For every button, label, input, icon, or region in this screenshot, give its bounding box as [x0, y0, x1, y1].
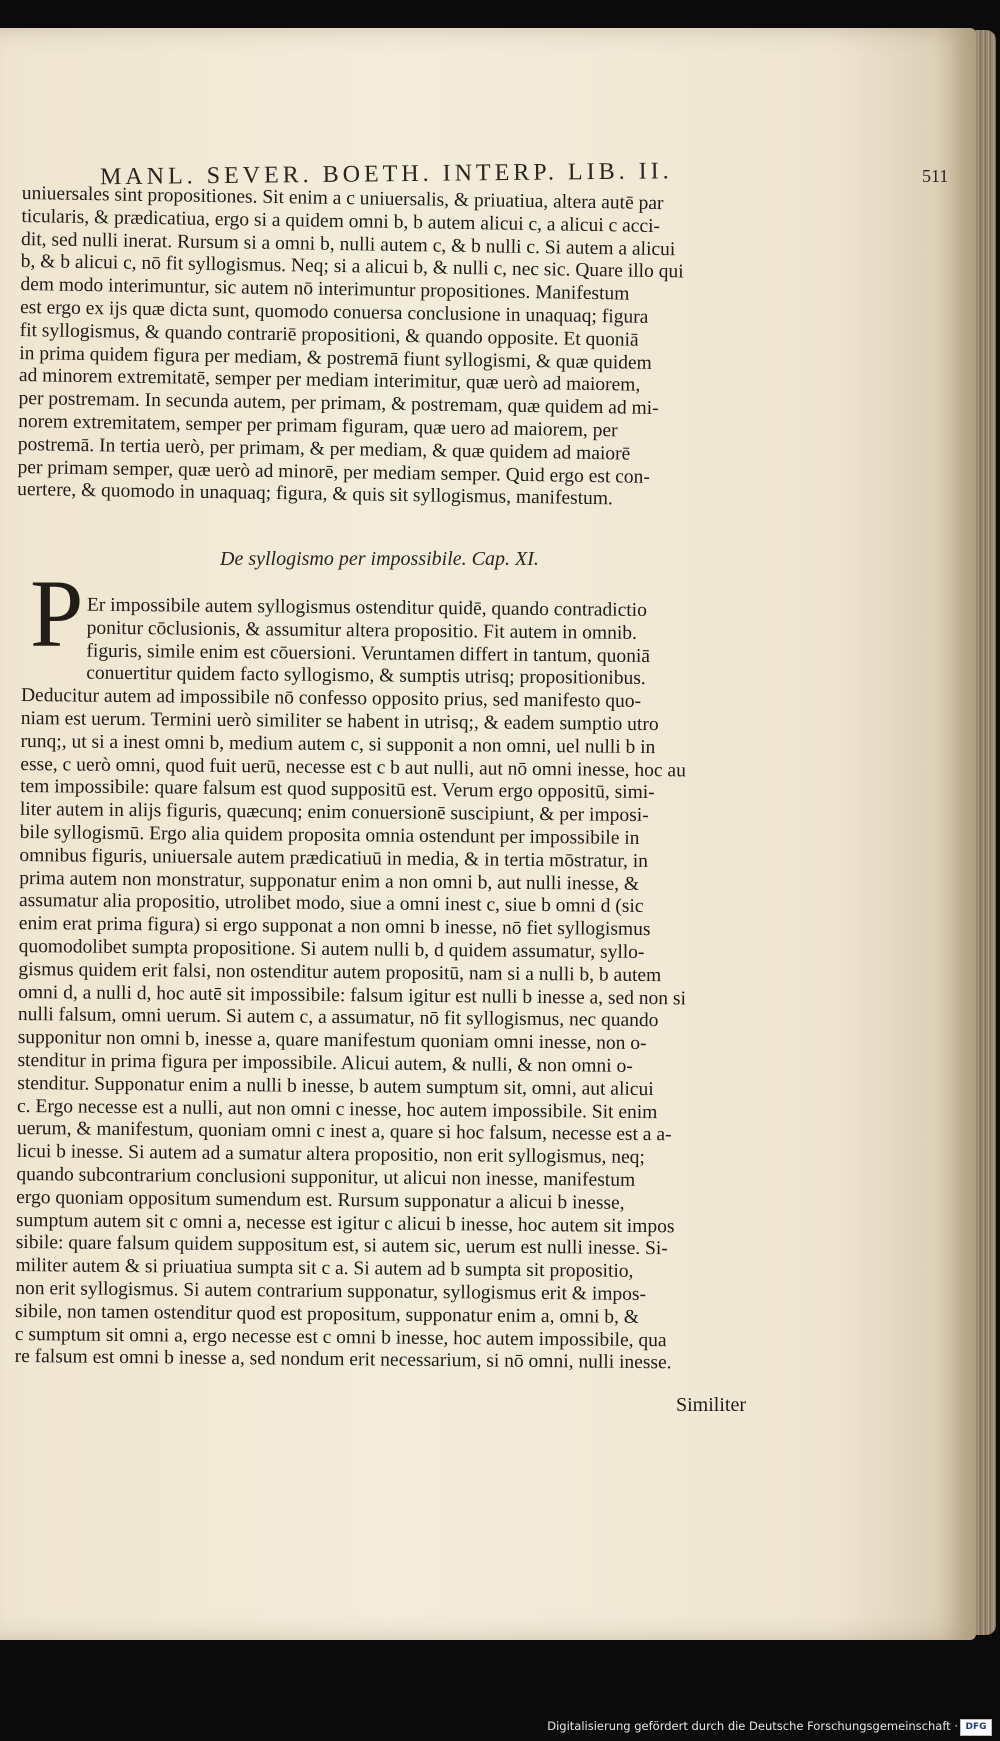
text-line: ponitur cōclusionis, & assumitur altera propositio. Fit autem in omnib. [86, 617, 638, 644]
text-line: non erit syllogismus. Si autem contrarium supponatur, syllogismus erit & impos- [15, 1277, 647, 1305]
text-line: liter autem in alijs figuris, quæcunq; enim conuersionē suscipiunt, & per imposi- [19, 799, 649, 827]
text-line: bile syllogismū. Ergo alia quidem proposita omnia ostendunt per impossibile in [19, 821, 640, 849]
text-block-chapter [15, 594, 950, 1378]
text-line: sumptum autem sit c omni a, necesse est igitur c alicui b inesse, hoc autem sit impos [15, 1209, 675, 1237]
text-line: ticularis, & prædicatiua, ergo si a quidem omni b, b autem alicui c, a alicui c acci- [21, 205, 661, 237]
text-line: enim erat prima figura) si ergo supponat a non omni b inesse, nō fiet syllogismus [18, 913, 651, 941]
text-line: stenditur in prima figura per impossibile. Alicui autem, & nulli, & non omni o- [17, 1049, 633, 1077]
text-line: militer autem & si priuatiua sumpta sit c a. Si autem ad b sumpta sit propositio, [15, 1255, 634, 1283]
digitization-footer [0, 1716, 1000, 1738]
text-line: prima autem non monstratur, supponatur enim a non omni b, aut nulli inesse, & [19, 867, 640, 895]
text-line: dem modo interimuntur, sic autem nō interimuntur propositiones. Manifestum [20, 274, 630, 305]
text-line: gismus quidem erit falsi, non ostenditur autem propositū, nam si a nulli b, b autem [18, 958, 662, 986]
text-line: quomodolibet sumpta propositione. Si autem nulli b, d quidem assumatur, syllo- [18, 935, 645, 963]
text-line: supponitur non omni b, inesse a, quare manifestum quoniam omni inesse, non o- [17, 1027, 647, 1055]
text-line: omni d, a nulli d, hoc autē sit impossibile: falsum igitur est nulli b inesse a, sed non si [18, 981, 687, 1009]
text-line: niam est uerum. Termini uerò similiter se habent in utrisq;, & eadem sumptio utro [20, 707, 659, 736]
text-line: tem impossibile: quare falsum est quod suppositū est. Verum ergo oppositū, simi- [20, 776, 655, 804]
text-line: per postremam. In secunda autem, per primam, & postremam, quæ quidem ad mi- [18, 388, 659, 420]
text-line: ergo quoniam oppositum sumendum est. Rursum supponatur a alicui b inesse, [16, 1186, 625, 1214]
text-line: per primam semper, quæ uerò ad minorē, per mediam semper. Quid ergo est con- [17, 456, 651, 488]
page-number: 511 [922, 166, 949, 186]
text-line: uerum, & manifestum, quoniam omni c inest a, quare si hoc falsum, necesse est a a- [16, 1118, 672, 1146]
text-line: b, & b alicui c, nō fit syllogismus. Neq; si a alicui b, & nulli c, nec sic. Quare illo qui [20, 251, 684, 283]
text-line: sibile, non tamen ostenditur quod est propositum, supponatur enim a, omni b, & [15, 1300, 640, 1328]
text-line: sibile: quare falsum quidem suppositum est, si autem sic, uerum est nulli inesse. Si- [15, 1232, 668, 1260]
chapter-heading: De syllogismo per impossibile. Cap. XI. [220, 548, 539, 570]
text-line: c. Ergo necesse est a nulli, aut non omni c inesse, hoc autem impossibile. Sit enim [16, 1095, 658, 1123]
text-line: Deducitur autem ad impossibile nō confesso opposito prius, sed manifesto quo- [20, 685, 642, 713]
running-head: MANL. SEVER. BOETH. INTERP. LIB. II. [99, 158, 673, 191]
text-line: uniuersales sint propositiones. Sit enim a c uniuersalis, & priuatiua, altera autē par [21, 183, 664, 215]
footer-credit: Digitalisierung gefördert durch die Deutsche Forschungsgemeinschaft · [547, 1719, 958, 1733]
text-line: assumatur alia propositio, utrolibet modo, siue a omni inest c, siue b omni d (sic [18, 890, 644, 918]
text-line: fit syllogismus, & quando contrariē propositioni, & quando opposite. Et quoniā [19, 319, 639, 351]
text-block-continuation [17, 183, 942, 517]
text-line: figuris, simile enim est cōuersioni. Veruntamen differt in tantum, quoniā [86, 640, 651, 667]
text-line: omnibus figuris, uniuersale autem prædicatiuū in media, & in tertia mōstratur, in [19, 844, 649, 872]
text-line: postremā. In tertia uerò, per primam, & per mediam, & quæ quidem ad maiorē [17, 433, 631, 465]
text-line: Er impossibile autem syllogismus ostenditur quidē, quando contradictio [86, 594, 647, 621]
decorated-initial: P [30, 560, 84, 667]
text-line: conuertitur quidem facto syllogismo, & sumptis utrisq; propositionibus. [86, 663, 646, 690]
text-line: in prima quidem figura per mediam, & postremā fiunt syllogismi, & quæ quidem [19, 342, 652, 374]
text-line: esse, c uerò omni, quod fuit uerū, necesse est c b aut nulli, aut nō omni inesse, hoc au [20, 753, 686, 781]
text-line: uertere, & quomodo in unaquaq; figura, & quis sit syllogismus, manifestum. [17, 479, 614, 510]
dfg-logo-icon[interactable]: DFG [960, 1719, 992, 1736]
text-line: dit, sed nulli inerat. Rursum si a omni b, nulli autem c, & b nulli c. Si autem a alicui [20, 228, 676, 260]
catchword: Similiter [676, 1394, 746, 1416]
text-line: licui b inesse. Si autem ad a sumatur altera propositio, non erit syllogismus, neq; [16, 1141, 645, 1169]
text-line: quando subcontrarium conclusioni supponitur, ut alicui non inesse, manifestum [16, 1163, 636, 1191]
text-line: nulli falsum, omni uerum. Si autem c, a assumatur, nō fit syllogismus, nec quando [17, 1004, 659, 1032]
text-line: ad minorem extremitatē, semper per mediam interimitur, quæ uerò ad maiorem, [18, 365, 641, 397]
text-line: runq;, ut si a inest omni b, medium autem c, si supponit a non omni, uel nulli b in [20, 730, 656, 758]
text-line: c sumptum sit omni a, ergo necesse est c omni b inesse, hoc autem impossibile, qua [14, 1323, 667, 1351]
text-line: est ergo ex ijs quæ dicta sunt, quomodo conuersa conclusione in unaquaq; figura [19, 296, 649, 328]
text-line: norem extremitatem, semper per primam figuram, quæ uero ad maiorem, per [18, 410, 618, 442]
text-line: re falsum est omni b inesse a, sed nondum erit necessarium, si nō omni, nulli inesse. [14, 1346, 672, 1374]
text-line: stenditur. Supponatur enim a nulli b inesse, b autem sumptum sit, omni, aut alicui [17, 1072, 654, 1100]
